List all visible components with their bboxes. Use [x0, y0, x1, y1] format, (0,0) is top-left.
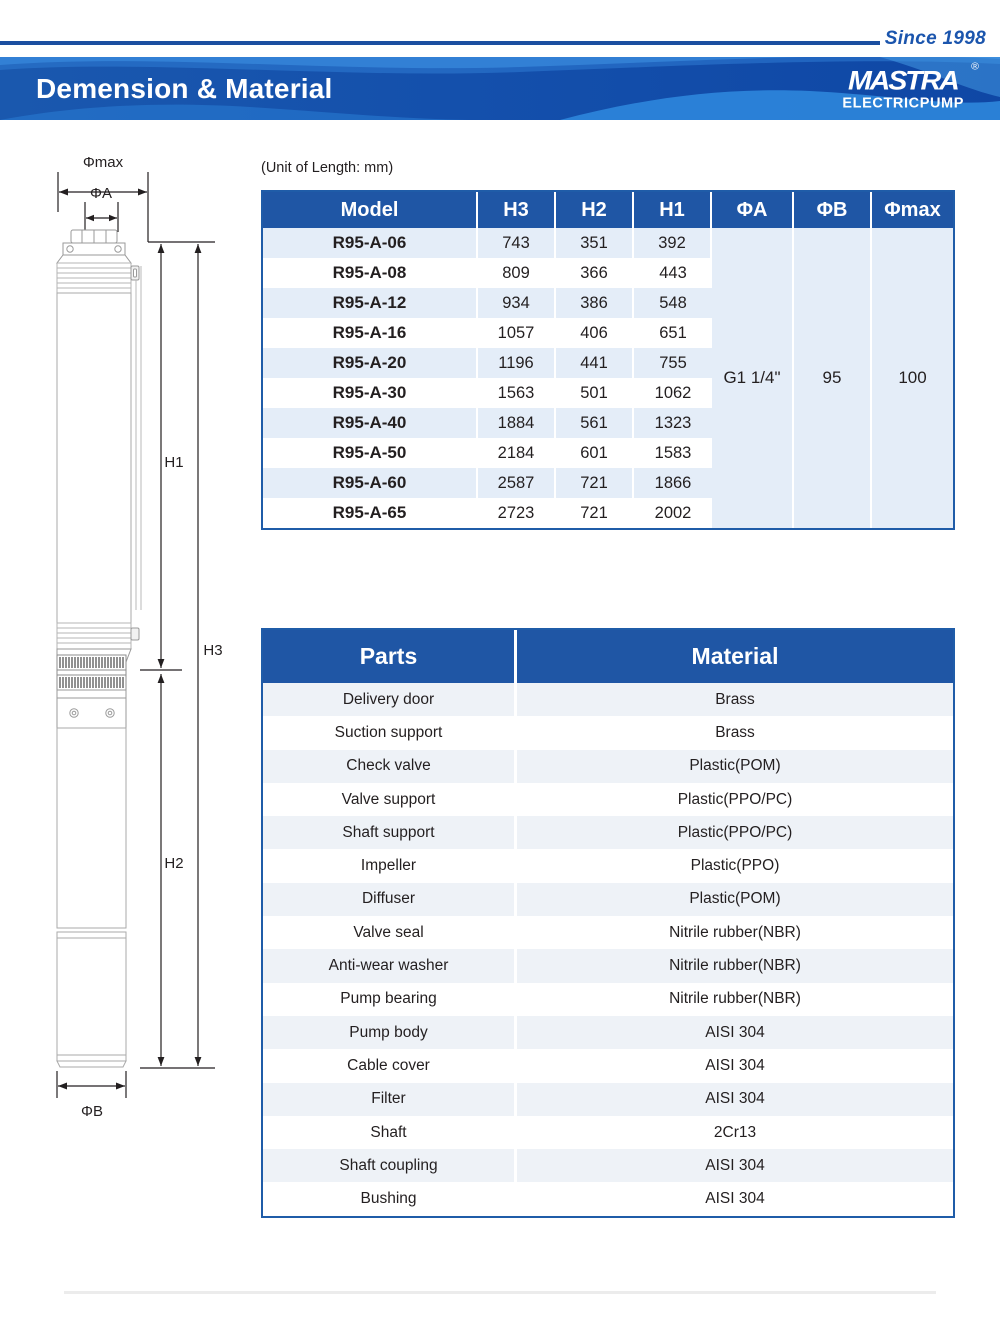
dimension-table — [261, 190, 955, 530]
dimension-header-model: Model — [263, 192, 478, 228]
cell-material: AISI 304 — [517, 1016, 953, 1049]
cell-phimax-merged: 100 — [872, 228, 953, 528]
cell-part: Pump bearing — [263, 983, 517, 1016]
cell-h1: 392 — [634, 228, 712, 258]
cell-h2: 721 — [556, 498, 634, 528]
cell-part: Pump body — [263, 1016, 517, 1049]
cell-part: Diffuser — [263, 883, 517, 916]
cell-h3: 743 — [478, 228, 556, 258]
cell-h2: 351 — [556, 228, 634, 258]
table-row — [263, 1083, 953, 1116]
table-row — [263, 916, 953, 949]
cell-material: AISI 304 — [517, 1149, 953, 1182]
table-row — [263, 750, 953, 783]
cell-h2: 601 — [556, 438, 634, 468]
cell-model: R95-A-12 — [263, 288, 478, 318]
cell-h1: 548 — [634, 288, 712, 318]
logo-wordmark — [839, 60, 980, 95]
page-title: Demension & Material — [36, 72, 333, 104]
cell-h2: 386 — [556, 288, 634, 318]
cell-part: Valve support — [263, 783, 517, 816]
dimension-header-h2: H2 — [556, 192, 634, 228]
parts-header-material: Material — [517, 630, 953, 683]
cell-model: R95-A-50 — [263, 438, 478, 468]
cell-h3: 1057 — [478, 318, 556, 348]
dimension-table-header-row — [263, 192, 953, 228]
drawing-label-h3: H3 — [203, 642, 223, 659]
parts-material-table — [261, 628, 955, 1218]
table-row — [263, 783, 953, 816]
dimension-header-h3: H3 — [478, 192, 556, 228]
dimension-header-phia: ΦA — [712, 192, 794, 228]
cell-h1: 1583 — [634, 438, 712, 468]
cell-h1: 1866 — [634, 468, 712, 498]
table-row — [263, 849, 953, 882]
cell-phia-merged: G1 1/4" — [712, 228, 794, 528]
cell-h1: 2002 — [634, 498, 712, 528]
table-row — [263, 983, 953, 1016]
cell-part: Shaft coupling — [263, 1149, 517, 1182]
cell-material: Nitrile rubber(NBR) — [517, 983, 953, 1016]
cell-material: Plastic(POM) — [517, 883, 953, 916]
cell-h1: 755 — [634, 348, 712, 378]
cell-h1: 443 — [634, 258, 712, 288]
cell-material: 2Cr13 — [517, 1116, 953, 1149]
cell-h3: 2184 — [478, 438, 556, 468]
cell-part: Bushing — [263, 1182, 517, 1215]
cell-material: Nitrile rubber(NBR) — [517, 949, 953, 982]
cell-material: Plastic(POM) — [517, 750, 953, 783]
cell-part: Valve seal — [263, 916, 517, 949]
parts-table-header-row — [263, 630, 953, 683]
table-row — [263, 1049, 953, 1082]
footer-rule — [64, 1291, 936, 1294]
cell-phib-merged: 95 — [794, 228, 872, 528]
cell-h3: 1563 — [478, 378, 556, 408]
cell-model: R95-A-20 — [263, 348, 478, 378]
cell-h2: 366 — [556, 258, 634, 288]
page-banner — [0, 57, 1000, 120]
cell-h2: 721 — [556, 468, 634, 498]
dimension-header-h1: H1 — [634, 192, 712, 228]
table-row — [263, 716, 953, 749]
cell-h1: 1062 — [634, 378, 712, 408]
table-row — [263, 816, 953, 849]
cell-h2: 406 — [556, 318, 634, 348]
table-row — [263, 683, 953, 716]
cell-part: Shaft — [263, 1116, 517, 1149]
drawing-label-phimax: Φmax — [82, 154, 124, 171]
drawing-label-phia: ΦA — [90, 185, 112, 202]
top-bar — [0, 0, 1000, 57]
cell-material: Plastic(PPO/PC) — [517, 816, 953, 849]
table-row — [263, 1116, 953, 1149]
table-row — [263, 1182, 953, 1215]
logo-wordmark-text: MASTRA — [848, 64, 959, 95]
cell-h3: 809 — [478, 258, 556, 288]
brand-logo — [842, 60, 980, 111]
dimension-header-phimax: Φmax — [872, 192, 953, 228]
cell-material: Brass — [517, 716, 953, 749]
unit-of-length-note: (Unit of Length: mm) — [261, 160, 394, 176]
cell-model: R95-A-65 — [263, 498, 478, 528]
top-rule — [0, 41, 880, 45]
cell-h3: 934 — [478, 288, 556, 318]
cell-material: Brass — [517, 683, 953, 716]
drawing-label-h1: H1 — [164, 454, 184, 471]
cell-model: R95-A-60 — [263, 468, 478, 498]
cell-material: AISI 304 — [517, 1182, 953, 1215]
drawing-label-h2: H2 — [164, 855, 184, 872]
cell-part: Filter — [263, 1083, 517, 1116]
cell-part: Cable cover — [263, 1049, 517, 1082]
cell-material: Plastic(PPO) — [517, 849, 953, 882]
cell-h3: 2587 — [478, 468, 556, 498]
cell-h2: 501 — [556, 378, 634, 408]
registered-trademark-icon: ® — [971, 60, 980, 72]
cell-material: AISI 304 — [517, 1049, 953, 1082]
logo-subtitle: ELECTRICPUMP — [842, 94, 964, 111]
cell-model: R95-A-16 — [263, 318, 478, 348]
cell-material: AISI 304 — [517, 1083, 953, 1116]
table-row — [263, 1016, 953, 1049]
cell-material: Nitrile rubber(NBR) — [517, 916, 953, 949]
cell-material: Plastic(PPO/PC) — [517, 783, 953, 816]
cell-h3: 1884 — [478, 408, 556, 438]
drawing-label-phib: ΦB — [81, 1103, 103, 1120]
cell-model: R95-A-06 — [263, 228, 478, 258]
table-row — [263, 228, 953, 258]
cell-model: R95-A-30 — [263, 378, 478, 408]
cell-h3: 2723 — [478, 498, 556, 528]
since-label: Since 1998 — [884, 28, 986, 49]
table-row — [263, 883, 953, 916]
cell-part: Shaft support — [263, 816, 517, 849]
cell-h3: 1196 — [478, 348, 556, 378]
cell-part: Delivery door — [263, 683, 517, 716]
pump-technical-drawing — [0, 150, 250, 1120]
cell-h2: 561 — [556, 408, 634, 438]
cell-h2: 441 — [556, 348, 634, 378]
cell-part: Anti-wear washer — [263, 949, 517, 982]
cell-model: R95-A-40 — [263, 408, 478, 438]
cell-h1: 651 — [634, 318, 712, 348]
cell-h1: 1323 — [634, 408, 712, 438]
parts-header-parts: Parts — [263, 630, 517, 683]
cell-part: Check valve — [263, 750, 517, 783]
table-row — [263, 949, 953, 982]
cell-part: Suction support — [263, 716, 517, 749]
cell-model: R95-A-08 — [263, 258, 478, 288]
dimension-header-phib: ΦB — [794, 192, 872, 228]
table-row — [263, 1149, 953, 1182]
cell-part: Impeller — [263, 849, 517, 882]
